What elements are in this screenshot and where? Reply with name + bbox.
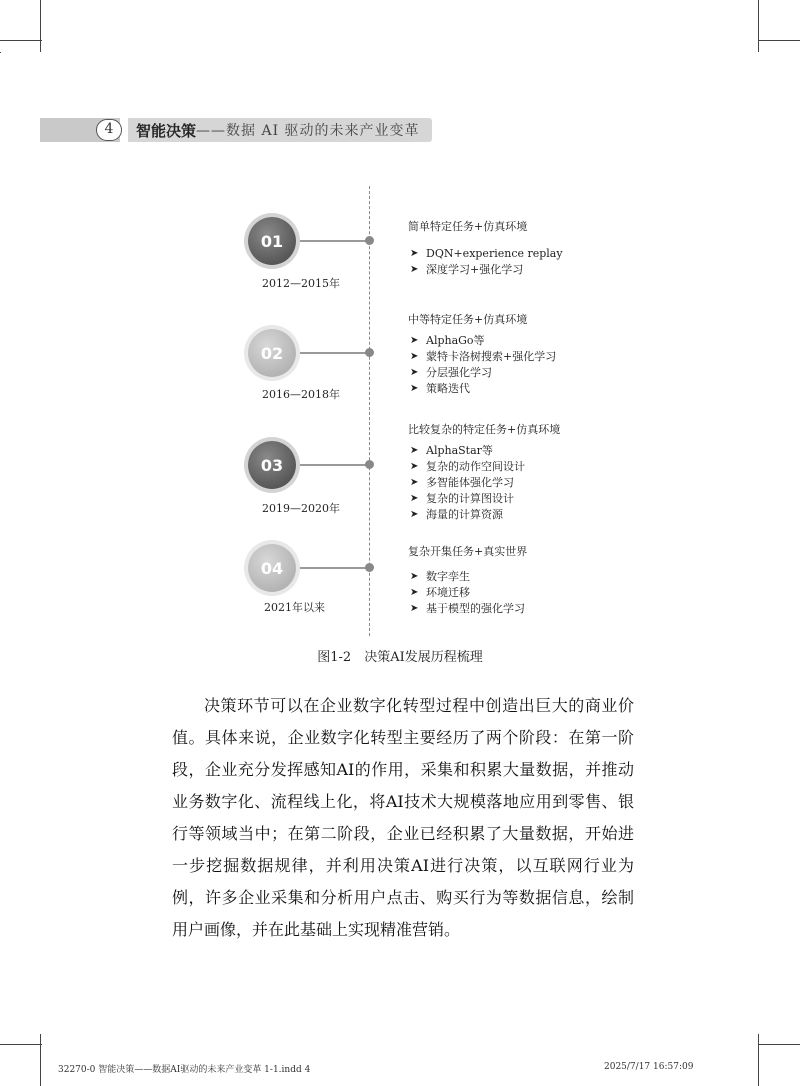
stage-title: 比较复杂的特定任务+仿真环境 bbox=[408, 423, 561, 436]
list-item: ➤ 复杂的动作空间设计 bbox=[410, 460, 525, 473]
page-number: 4 bbox=[96, 119, 122, 141]
arrow-icon: ➤ bbox=[410, 367, 419, 378]
stage-connector bbox=[296, 464, 370, 466]
figure-caption: 图1-2 决策AI发展历程梳理 bbox=[317, 650, 483, 665]
list-item: ➤ 策略迭代 bbox=[410, 382, 470, 395]
stage-dot bbox=[365, 563, 374, 572]
list-item: ➤ 分层强化学习 bbox=[410, 366, 492, 379]
arrow-icon: ➤ bbox=[410, 477, 419, 488]
arrow-icon: ➤ bbox=[410, 351, 419, 362]
list-item: ➤ 环境迁移 bbox=[410, 586, 470, 599]
stage-number-badge: 02 bbox=[248, 329, 296, 377]
stage-title: 复杂开集任务+真实世界 bbox=[408, 545, 528, 558]
stage-number-badge: 01 bbox=[248, 217, 296, 265]
crop-mark bbox=[758, 1044, 800, 1045]
stage-title: 中等特定任务+仿真环境 bbox=[408, 313, 528, 326]
list-item: ➤ AlphaGo等 bbox=[410, 334, 485, 347]
crop-mark bbox=[40, 1034, 41, 1086]
list-item: ➤ AlphaStar等 bbox=[410, 444, 493, 457]
arrow-icon: ➤ bbox=[410, 509, 419, 520]
stage-connector bbox=[296, 240, 370, 242]
stage-years: 2021年以来 bbox=[264, 601, 325, 614]
arrow-icon: ➤ bbox=[410, 603, 419, 614]
stage-bullets bbox=[410, 246, 563, 278]
stage-number-badge: 04 bbox=[248, 544, 296, 592]
list-item: ➤ 数字孪生 bbox=[410, 570, 470, 583]
arrow-icon: ➤ bbox=[410, 264, 419, 275]
arrow-icon: ➤ bbox=[410, 335, 419, 346]
list-item: ➤ DQN+experience replay bbox=[410, 247, 563, 260]
arrow-icon: ➤ bbox=[410, 445, 419, 456]
stage-dot bbox=[365, 348, 374, 357]
list-item: ➤ 蒙特卡洛树搜索+强化学习 bbox=[410, 350, 557, 363]
stage-dot bbox=[365, 236, 374, 245]
arrow-icon: ➤ bbox=[410, 383, 419, 394]
arrow-icon: ➤ bbox=[410, 587, 419, 598]
book-subtitle: ——数据 AI 驱动的未来产业变革 bbox=[196, 123, 420, 139]
arrow-icon: ➤ bbox=[410, 493, 419, 504]
list-item: ➤ 基于模型的强化学习 bbox=[410, 602, 525, 615]
list-item: ➤ 复杂的计算图设计 bbox=[410, 492, 514, 505]
footer-file-info: 32270-0 智能决策——数据AI驱动的未来产业变革 1-1.indd 4 bbox=[58, 1065, 311, 1075]
body-paragraph: 决策环节可以在企业数字化转型过程中创造出巨大的商业价值。具体来说，企业数字化转型主要经历了两个阶段：在第一阶段，企业充分发挥感知AI的作用，采集和积累大量数据，并推动业务数字化、流程线上化，将AI技术大规模落地应用到零售、银行等领域当中；在第二阶段，企业已经积累了大量数据，开始进一步挖掘数据规律，并利用决策AI进行决策，以互联网行业为例，许多企业采集和分析用户点击、购买行为等数据信息，绘制用户画像，并在此基础上实现精准营销。 bbox=[172, 696, 634, 939]
arrow-icon: ➤ bbox=[410, 461, 419, 472]
stage-years: 2016—2018年 bbox=[262, 388, 340, 401]
stage-dot bbox=[365, 460, 374, 469]
crop-mark bbox=[0, 1044, 42, 1045]
stage-title: 简单特定任务+仿真环境 bbox=[408, 220, 528, 233]
list-item: ➤ 海量的计算资源 bbox=[410, 508, 503, 521]
arrow-icon: ➤ bbox=[410, 248, 419, 259]
book-title: 智能决策 bbox=[136, 121, 197, 140]
list-item: ➤ 深度学习+强化学习 bbox=[410, 263, 524, 276]
stage-bullets bbox=[410, 333, 556, 397]
arrow-icon: ➤ bbox=[410, 571, 419, 582]
stage-years: 2019—2020年 bbox=[262, 502, 340, 515]
stage-number-badge: 03 bbox=[248, 441, 296, 489]
stage-years: 2012—2015年 bbox=[262, 277, 340, 290]
stage-bullets bbox=[410, 569, 525, 617]
stage-connector bbox=[296, 567, 370, 569]
crop-mark bbox=[758, 1034, 759, 1086]
list-item: ➤ 多智能体强化学习 bbox=[410, 476, 514, 489]
stage-connector bbox=[296, 352, 370, 354]
stage-bullets bbox=[410, 443, 525, 523]
footer-timestamp: 2025/7/17 16:57:09 bbox=[604, 1062, 694, 1072]
